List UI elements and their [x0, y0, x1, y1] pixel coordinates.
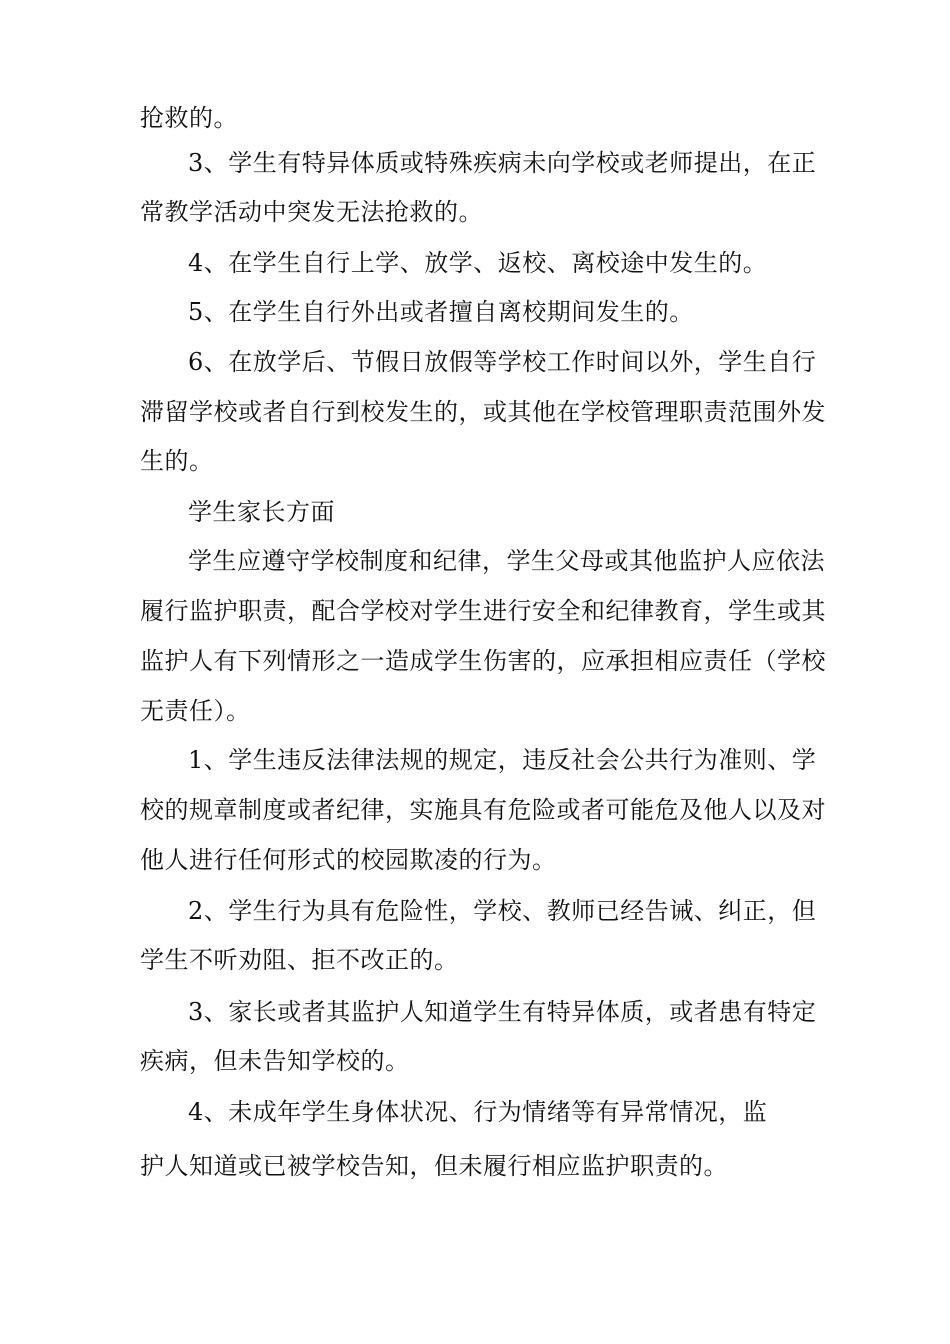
text-line: 常教学活动中突发无法抢救的。 [140, 198, 483, 226]
text-line: 监护人有下列情形之一造成学生伤害的，应承担相应责任（学校 [140, 647, 826, 675]
text-line: 无责任）。 [140, 697, 251, 725]
text-line: 他人进行任何形式的校园欺凌的行为。 [140, 846, 557, 874]
text-line: 1、学生违反法律法规的规定，违反社会公共行为准则、学 [188, 746, 817, 774]
text-line: 生的。 [140, 447, 214, 475]
text-line: 履行监护职责，配合学校对学生进行安全和纪律教育，学生或其 [140, 597, 826, 625]
text-line: 4、未成年学生身体状况、行为情绪等有异常情况，监 [188, 1098, 768, 1126]
text-line: 6、在放学后、节假日放假等学校工作时间以外，学生自行 [188, 348, 817, 376]
text-line: 2、学生行为具有危险性，学校、教师已经告诫、纠正，但 [188, 897, 817, 925]
text-line: 抢救的。 [140, 104, 238, 132]
text-line: 4、在学生自行上学、放学、返校、离校途中发生的。 [188, 249, 768, 277]
text-line: 滞留学校或者自行到校发生的，或其他在学校管理职责范围外发 [140, 398, 826, 426]
text-line: 学生应遵守学校制度和纪律，学生父母或其他监护人应依法 [188, 547, 825, 575]
text-line: 3、家长或者其监护人知道学生有特异体质，或者患有特定 [188, 998, 817, 1026]
text-line: 护人知道或已被学校告知，但未履行相应监护职责的。 [140, 1152, 728, 1180]
text-line: 疾病，但未告知学校的。 [140, 1047, 410, 1075]
section-heading: 学生家长方面 [188, 498, 335, 526]
text-line: 3、学生有特异体质或特殊疾病未向学校或老师提出，在正 [188, 149, 817, 177]
text-line: 校的规章制度或者纪律，实施具有危险或者可能危及他人以及对 [140, 796, 826, 824]
text-line: 5、在学生自行外出或者擅自离校期间发生的。 [188, 298, 694, 326]
text-line: 学生不听劝阻、拒不改正的。 [140, 946, 459, 974]
